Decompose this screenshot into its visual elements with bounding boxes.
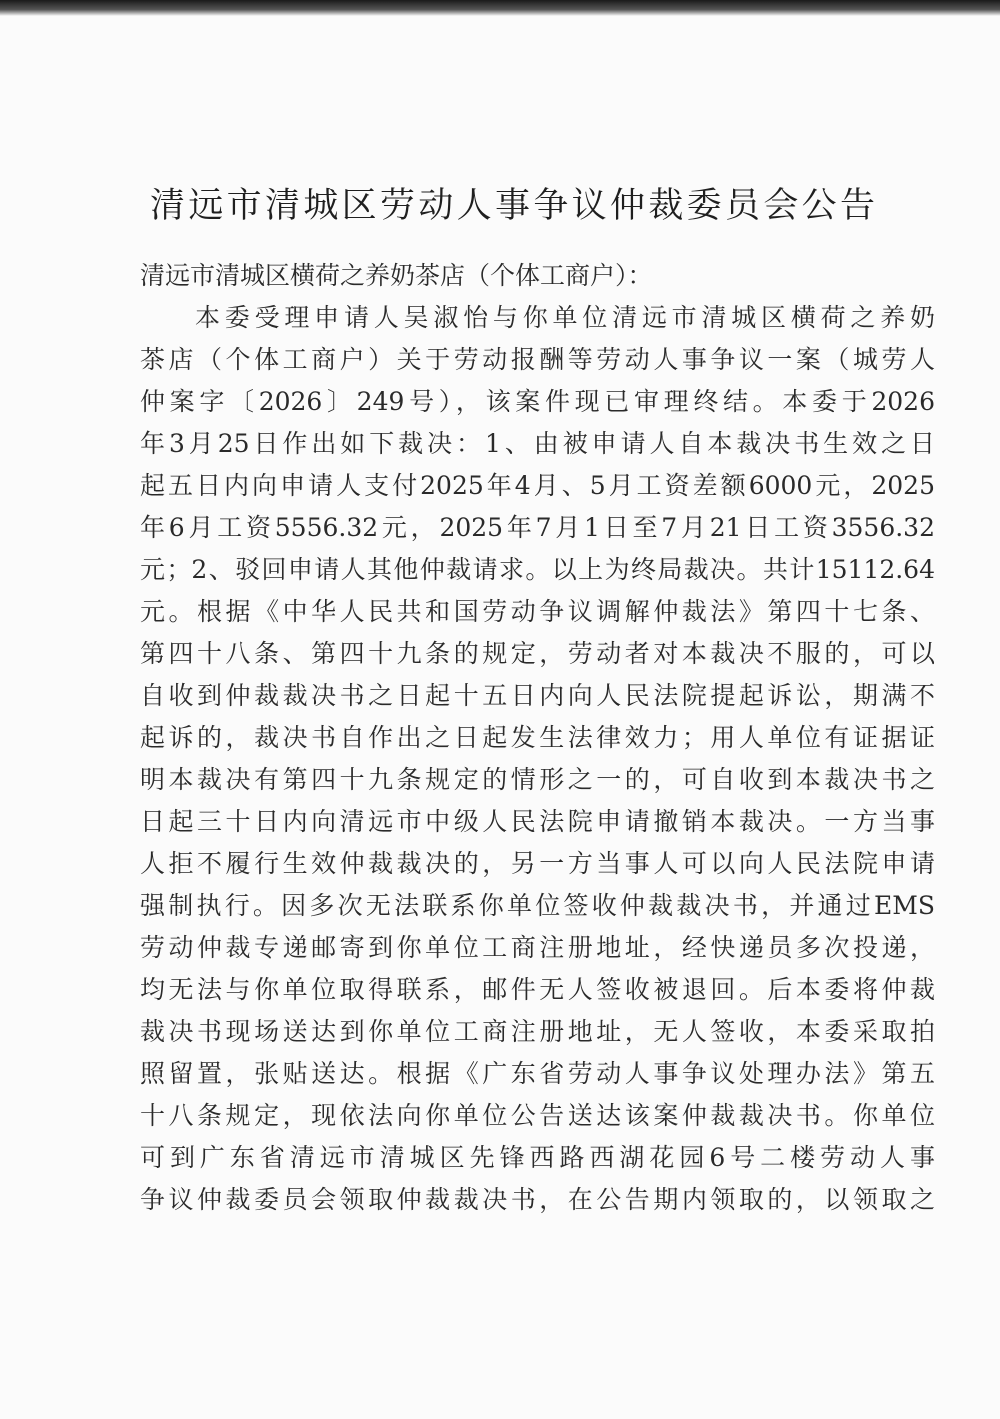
body-line: 人拒不履行生效仲裁裁决的，另一方当事人可以向人民法院申请 (140, 849, 935, 878)
body-line: 争议仲裁委员会领取仲裁裁决书，在公告期内领取的，以领取之 (140, 1185, 935, 1214)
document-body (140, 255, 935, 1221)
body-line: 劳动仲裁专递邮寄到你单位工商注册地址，经快递员多次投递， (140, 933, 935, 962)
scan-edge (0, 0, 1000, 16)
document-title: 清远市清城区劳动人事争议仲裁委员会公告 (150, 186, 875, 226)
body-line: 年3月25日作出如下裁决：1、由被申请人自本裁决书生效之日 (140, 429, 935, 458)
body-line: 年6月工资5556.32元，2025年7月1日至7月21日工资3556.32 (140, 513, 935, 542)
body-line: 起诉的，裁决书自作出之日起发生法律效力；用人单位有证据证 (140, 723, 935, 752)
body-line: 起五日内向申请人支付2025年4月、5月工资差额6000元，2025 (140, 471, 935, 500)
body-line: 十八条规定，现依法向你单位公告送达该案仲裁裁决书。你单位 (140, 1101, 935, 1130)
body-line: 明本裁决有第四十九条规定的情形之一的，可自收到本裁决书之 (140, 765, 935, 794)
body-line: 强制执行。因多次无法联系你单位签收仲裁裁决书，并通过EMS (140, 891, 935, 920)
body-line: 茶店（个体工商户）关于劳动报酬等劳动人事争议一案（城劳人 (140, 345, 935, 374)
salutation: 清远市清城区横荷之养奶茶店（个体工商户）： (140, 261, 653, 290)
body-line: 第四十八条、第四十九条的规定，劳动者对本裁决不服的，可以 (140, 639, 935, 668)
body-line: 元。根据《中华人民共和国劳动争议调解仲裁法》第四十七条、 (140, 597, 935, 626)
body-line: 日起三十日内向清远市中级人民法院申请撤销本裁决。一方当事 (140, 807, 935, 836)
body-line: 可到广东省清远市清城区先锋西路西湖花园6号二楼劳动人事 (140, 1143, 935, 1172)
body-paragraph (140, 297, 935, 1221)
body-line: 照留置，张贴送达。根据《广东省劳动人事争议处理办法》第五 (140, 1059, 935, 1088)
body-line: 自收到仲裁裁决书之日起十五日内向人民法院提起诉讼，期满不 (140, 681, 935, 710)
body-line: 裁决书现场送达到你单位工商注册地址，无人签收，本委采取拍 (140, 1017, 935, 1046)
body-line: 仲案字〔2026〕249号），该案件现已审理终结。本委于2026 (140, 387, 935, 416)
body-line: 元；2、驳回申请人其他仲裁请求。以上为终局裁决。共计15112.64 (140, 555, 935, 584)
body-line: 本委受理申请人吴淑怡与你单位清远市清城区横荷之养奶 (195, 303, 935, 332)
body-line: 均无法与你单位取得联系，邮件无人签收被退回。后本委将仲裁 (140, 975, 935, 1004)
